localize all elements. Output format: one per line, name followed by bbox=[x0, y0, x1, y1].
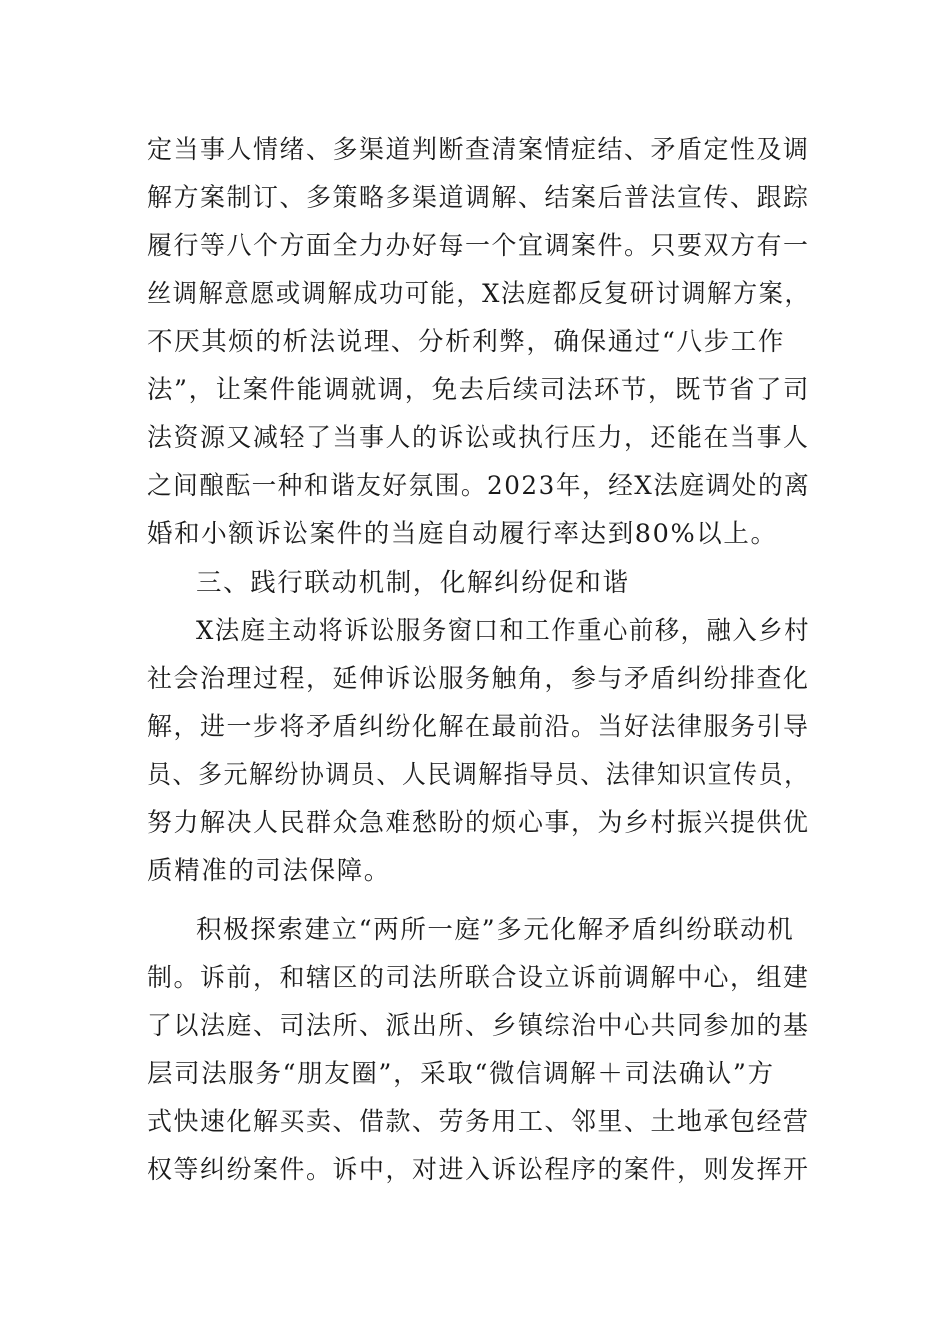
text-line: 不厌其烦的析法说理、分析利弊，确保通过“八步工作 bbox=[147, 327, 785, 357]
text-line: 法”，让案件能调就调，免去后续司法环节，既节省了司 bbox=[147, 375, 811, 405]
text-line: X法庭主动将诉讼服务窗口和工作重心前移，融入乡村 bbox=[196, 616, 811, 646]
text-line: 丝调解意愿或调解成功可能，X法庭都反复研讨调解方案， bbox=[147, 279, 811, 309]
text-line: 之间酿酝一种和谐友好氛围。2023年，经X法庭调处的离 bbox=[147, 471, 811, 501]
text-line: 社会治理过程，延伸诉讼服务触角，参与矛盾纠纷排查化 bbox=[147, 664, 810, 694]
text-line: 解方案制订、多策略多渠道调解、结案后普法宣传、跟踪 bbox=[147, 183, 810, 213]
text-line: 制。诉前，和辖区的司法所联合设立诉前调解中心，组建 bbox=[147, 963, 810, 993]
section-heading: 三、践行联动机制，化解纠纷促和谐 bbox=[196, 568, 630, 598]
text-line: 努力解决人民群众急难愁盼的烦心事，为乡村振兴提供优 bbox=[147, 808, 810, 838]
text-line: 定当事人情绪、多渠道判断查清案情症结、矛盾定性及调 bbox=[147, 135, 810, 165]
text-line: 解，进一步将矛盾纠纷化解在最前沿。当好法律服务引导 bbox=[147, 712, 810, 742]
text-line: 层司法服务“朋友圈”，采取“微信调解＋司法确认”方 bbox=[147, 1059, 775, 1089]
text-line: 法资源又减轻了当事人的诉讼或执行压力，还能在当事人 bbox=[147, 423, 810, 453]
text-line: 式快速化解买卖、借款、劳务用工、邻里、土地承包经营 bbox=[147, 1107, 810, 1137]
text-line: 员、多元解纷协调员、人民调解指导员、法律知识宣传员， bbox=[147, 760, 810, 790]
text-line: 了以法庭、司法所、派出所、乡镇综治中心共同参加的基 bbox=[147, 1011, 810, 1041]
text-line: 履行等八个方面全力办好每一个宜调案件。只要双方有一 bbox=[147, 231, 810, 261]
text-line: 质精准的司法保障。 bbox=[147, 856, 391, 886]
text-line: 婚和小额诉讼案件的当庭自动履行率达到80%以上。 bbox=[147, 519, 778, 549]
text-line: 积极探索建立“两所一庭”多元化解矛盾纠纷联动机 bbox=[196, 915, 795, 945]
text-line: 权等纠纷案件。诉中，对进入诉讼程序的案件，则发挥开 bbox=[147, 1155, 810, 1185]
